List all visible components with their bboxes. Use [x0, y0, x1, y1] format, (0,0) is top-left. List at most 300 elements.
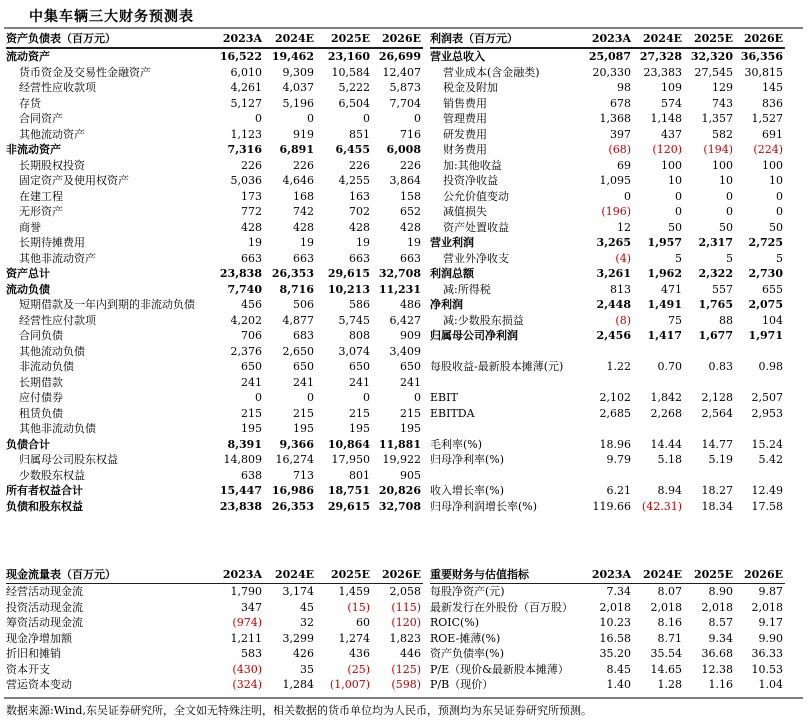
row-label: 减值损失: [443, 205, 487, 218]
row-label: 合同资产: [19, 112, 63, 125]
value-cell: 3,074: [338, 344, 370, 358]
valuation-metrics-table: [430, 566, 785, 693]
year-header: 2024E: [264, 566, 316, 584]
value-cell: 145: [762, 81, 783, 94]
value-cell: 27,328: [639, 50, 682, 63]
row-label: 其他流动负债: [19, 344, 85, 358]
row-label: 合同负债: [19, 329, 63, 342]
value-cell: 6,010: [230, 65, 262, 79]
value-cell: 8,391: [227, 437, 262, 451]
value-cell: 8.90: [708, 585, 733, 598]
value-cell: 0: [776, 205, 783, 218]
row-label: 其他流动资产: [19, 127, 85, 141]
value-cell: 8.16: [657, 616, 682, 629]
value-cell: [684, 468, 735, 484]
value-cell: 6,427: [389, 313, 421, 327]
value-cell: 6,455: [335, 143, 370, 156]
value-cell: 1,527: [751, 112, 783, 125]
value-cell: 26,353: [271, 267, 314, 280]
table-row: [430, 142, 785, 158]
table-row: [6, 468, 423, 484]
table-row: [430, 220, 785, 236]
value-cell: 23,160: [327, 50, 370, 63]
year-header: 2024E: [633, 30, 684, 48]
table-row: [6, 646, 423, 662]
value-cell: (42.31): [641, 499, 682, 513]
row-label: 减:少数股东损益: [443, 313, 524, 327]
table-row: [6, 600, 423, 616]
value-cell: (194): [703, 143, 733, 156]
value-cell: 10: [769, 174, 783, 187]
value-cell: 5,036: [230, 174, 262, 187]
value-cell: 8.07: [657, 585, 682, 598]
table-row: [430, 631, 785, 647]
row-label: EBIT: [430, 391, 458, 404]
value-cell: 3,409: [389, 344, 421, 358]
income-statement-table: [430, 30, 785, 514]
row-label: 财务费用: [443, 143, 487, 156]
table-row: [6, 421, 423, 437]
value-cell: 0: [363, 391, 370, 404]
value-cell: 678: [610, 96, 631, 110]
value-cell: 23,383: [643, 65, 682, 79]
row-label: 所有者权益合计: [6, 484, 83, 497]
value-cell: 1.22: [606, 360, 631, 373]
row-label: 折旧和摊销: [6, 647, 61, 660]
value-cell: 1,957: [647, 236, 682, 249]
value-cell: 16.58: [599, 631, 631, 645]
value-cell: 436: [349, 647, 370, 660]
table-row: [6, 220, 423, 236]
value-cell: 0: [414, 112, 421, 125]
year-header: 2026E: [735, 566, 785, 584]
year-header: 2023A: [213, 30, 264, 48]
value-cell: 60: [356, 616, 370, 629]
value-cell: 8.71: [657, 631, 682, 645]
table-row: [430, 468, 785, 484]
value-cell: 1,368: [599, 112, 631, 125]
row-label: 营运资本变动: [6, 678, 72, 691]
value-cell: 9.87: [758, 585, 783, 598]
value-cell: (25): [347, 662, 370, 676]
value-cell: 69: [617, 158, 631, 172]
value-cell: 716: [400, 127, 421, 141]
value-cell: 1,459: [338, 585, 370, 598]
table-row: [430, 452, 785, 468]
value-cell: (115): [391, 600, 421, 614]
value-cell: 426: [293, 647, 314, 660]
balance-sheet-table: [6, 30, 423, 514]
table-row: [6, 65, 423, 81]
row-label: 现金净增加额: [6, 631, 72, 645]
value-cell: (196): [601, 205, 631, 218]
table-row: [430, 328, 785, 344]
value-cell: 2,456: [596, 329, 631, 342]
table-header-row: [6, 30, 423, 48]
row-label: 归属母公司净利润: [430, 329, 518, 342]
row-label: 每股净资产(元): [430, 585, 505, 598]
table-row: [430, 437, 785, 453]
value-cell: 32: [300, 616, 314, 629]
table-row: [6, 189, 423, 205]
value-cell: 702: [349, 205, 370, 218]
value-cell: 1,123: [230, 127, 262, 141]
row-label: 应付债券: [19, 391, 63, 404]
value-cell: 50: [719, 220, 733, 234]
value-cell: 241: [293, 375, 314, 389]
value-cell: 35: [300, 662, 314, 676]
value-cell: 50: [668, 220, 682, 234]
data-source-note: 数据来源:Wind,东吴证券研究所，全文如无特殊注明，相关数据的货币单位均为人民币，预测均为东吴证券研究所预测。: [6, 704, 592, 717]
value-cell: 26,353: [271, 499, 314, 513]
value-cell: 5.19: [708, 453, 733, 466]
value-cell: 6,008: [386, 143, 421, 156]
table-row: [6, 127, 423, 143]
value-cell: 456: [241, 298, 262, 311]
value-cell: 652: [400, 205, 421, 218]
value-cell: 6,504: [338, 96, 370, 110]
row-label: P/E（现价&最新股本摊薄）: [430, 662, 569, 676]
value-cell: 215: [400, 406, 421, 420]
value-cell: 638: [241, 468, 262, 482]
table-row: [6, 662, 423, 678]
value-cell: 241: [349, 375, 370, 389]
value-cell: 100: [762, 158, 783, 172]
value-cell: 347: [241, 600, 262, 614]
value-cell: 663: [241, 251, 262, 265]
value-cell: 1,274: [338, 631, 370, 645]
value-cell: 7,704: [389, 96, 421, 110]
row-label: 负债和股东权益: [6, 499, 83, 513]
row-label: 毛利率(%): [430, 437, 483, 451]
row-label: 租赁负债: [19, 406, 63, 420]
value-cell: 18.96: [599, 437, 631, 451]
row-label: 经营性应付款项: [19, 313, 96, 327]
table-title: 资产负债表（百万元）: [6, 30, 213, 48]
table-row: [430, 406, 785, 422]
table-row: [430, 204, 785, 220]
value-cell: 17,950: [331, 453, 370, 466]
table-row: [6, 142, 423, 158]
table-title: 利润表（百万元）: [430, 30, 580, 48]
row-label: EBITDA: [430, 406, 475, 420]
value-cell: 4,261: [230, 81, 262, 94]
value-cell: 20,330: [592, 65, 631, 79]
row-label: 经营性应收款项: [19, 81, 96, 94]
value-cell: 0.70: [657, 360, 682, 373]
table-row: [6, 96, 423, 112]
row-label: 营业外净收支: [443, 251, 509, 265]
value-cell: 25,087: [588, 50, 631, 63]
value-cell: 2,564: [701, 406, 733, 420]
value-cell: 742: [293, 205, 314, 218]
value-cell: 2,448: [596, 298, 631, 311]
value-cell: 909: [400, 329, 421, 342]
table-row: [6, 677, 423, 693]
value-cell: 2,730: [748, 267, 783, 280]
value-cell: 446: [400, 647, 421, 660]
row-label: 归母净利润增长率(%): [430, 499, 538, 513]
value-cell: 9,366: [279, 437, 314, 451]
value-cell: [633, 421, 684, 437]
table-title: 现金流量表（百万元）: [6, 566, 213, 584]
value-cell: 7,740: [227, 282, 262, 296]
value-cell: 428: [293, 220, 314, 234]
value-cell: 663: [349, 251, 370, 265]
value-cell: 12.49: [751, 484, 783, 497]
value-cell: 9.17: [758, 616, 783, 629]
table-row: [430, 662, 785, 678]
table-row: [430, 189, 785, 205]
value-cell: 813: [610, 282, 631, 296]
value-cell: 2,018: [650, 600, 682, 614]
value-cell: 2,376: [230, 344, 262, 358]
value-cell: 0: [776, 189, 783, 203]
value-cell: [580, 375, 633, 391]
row-label: 存货: [19, 96, 41, 110]
value-cell: 9,309: [282, 65, 314, 79]
year-header: 2025E: [684, 30, 735, 48]
value-cell: 6,891: [279, 143, 314, 156]
value-cell: 1.04: [758, 678, 783, 691]
value-cell: 3,174: [282, 585, 314, 598]
row-label: 非流动负债: [19, 360, 74, 373]
row-label: 经营活动现金流: [6, 585, 83, 598]
year-header: 2025E: [316, 30, 372, 48]
value-cell: 11,231: [378, 282, 421, 296]
row-label: [430, 468, 580, 484]
row-label: 长期待摊费用: [19, 236, 85, 249]
value-cell: 27,545: [694, 65, 733, 79]
value-cell: 5,222: [338, 81, 370, 94]
value-cell: 1,491: [647, 298, 682, 311]
value-cell: 1,284: [282, 678, 314, 691]
table-row: [6, 631, 423, 647]
row-label: 货币资金及交易性金融资产: [19, 65, 151, 79]
value-cell: 1,962: [647, 267, 682, 280]
value-cell: 2,102: [599, 391, 631, 404]
row-label: 流动资产: [6, 50, 50, 63]
row-label: 非流动资产: [6, 143, 61, 156]
value-cell: 5,127: [230, 96, 262, 110]
row-label: P/B（现价）: [430, 678, 494, 691]
value-cell: 2,128: [701, 391, 733, 404]
table-row: [430, 111, 785, 127]
row-label: 归属母公司股东权益: [19, 453, 118, 466]
value-cell: 1,971: [748, 329, 783, 342]
table-row: [430, 313, 785, 329]
value-cell: 1,677: [698, 329, 733, 342]
table-header-row: [430, 30, 785, 48]
value-cell: 919: [293, 127, 314, 141]
value-cell: 650: [293, 360, 314, 373]
value-cell: 45: [300, 600, 314, 614]
value-cell: 98: [617, 81, 631, 94]
table-row: [6, 584, 423, 600]
value-cell: 10,584: [331, 65, 370, 79]
year-header: 2025E: [316, 566, 372, 584]
value-cell: (1,007): [329, 678, 370, 691]
value-cell: 14.77: [701, 437, 733, 451]
row-label: 净利润: [430, 298, 463, 311]
value-cell: [684, 421, 735, 437]
value-cell: 683: [293, 329, 314, 342]
value-cell: 1,357: [701, 112, 733, 125]
value-cell: 18.27: [701, 484, 733, 497]
value-cell: 4,877: [282, 313, 314, 327]
value-cell: (974): [232, 616, 262, 629]
value-cell: 0: [414, 391, 421, 404]
value-cell: 1,211: [230, 631, 262, 645]
value-cell: 4,255: [338, 174, 370, 187]
value-cell: 772: [241, 205, 262, 218]
row-label: 资本开支: [6, 662, 50, 676]
value-cell: 119.66: [592, 499, 631, 513]
table-row: [6, 111, 423, 127]
value-cell: 129: [712, 81, 733, 94]
table-row: [430, 615, 785, 631]
value-cell: 3,864: [389, 174, 421, 187]
value-cell: 17.58: [751, 499, 783, 513]
value-cell: 8.45: [606, 662, 631, 676]
table-row: [6, 452, 423, 468]
row-label: 加:其他收益: [443, 158, 502, 172]
row-label: 资产负债率(%): [430, 647, 505, 660]
value-cell: 437: [661, 127, 682, 141]
value-cell: 10.23: [599, 616, 631, 629]
value-cell: 2,268: [650, 406, 682, 420]
value-cell: 0: [675, 205, 682, 218]
value-cell: 36,356: [740, 50, 783, 63]
value-cell: 1,823: [389, 631, 421, 645]
value-cell: [735, 344, 785, 360]
value-cell: 1,148: [650, 112, 682, 125]
value-cell: 743: [712, 96, 733, 110]
table-row: [6, 359, 423, 375]
value-cell: 23,838: [219, 499, 262, 513]
value-cell: 0: [255, 112, 262, 125]
value-cell: 2,507: [751, 391, 783, 404]
row-label: 流动负债: [6, 282, 50, 296]
value-cell: 109: [661, 81, 682, 94]
value-cell: 471: [661, 282, 682, 296]
value-cell: 8,716: [279, 282, 314, 296]
row-label: 资产处置收益: [443, 220, 509, 234]
row-label: 其他非流动负债: [19, 422, 96, 435]
value-cell: 8.94: [657, 484, 682, 497]
row-label: [430, 421, 580, 437]
value-cell: 215: [293, 406, 314, 420]
value-cell: 18.34: [701, 499, 733, 513]
table-row: [6, 282, 423, 298]
value-cell: 88: [719, 313, 733, 327]
value-cell: 32,708: [378, 267, 421, 280]
value-cell: 0: [255, 391, 262, 404]
value-cell: 582: [712, 127, 733, 141]
value-cell: 16,274: [275, 453, 314, 466]
value-cell: 215: [349, 406, 370, 420]
value-cell: (430): [232, 662, 262, 676]
row-label: 无形资产: [19, 205, 63, 218]
table-header-row: [6, 566, 423, 584]
value-cell: 9.90: [758, 631, 783, 645]
row-label: 筹资活动现金流: [6, 616, 83, 629]
value-cell: 19,462: [271, 50, 314, 63]
value-cell: 215: [241, 406, 262, 420]
value-cell: [735, 421, 785, 437]
table-row: [6, 390, 423, 406]
value-cell: 26,699: [378, 50, 421, 63]
value-cell: 15.24: [751, 437, 783, 451]
value-cell: 0.98: [758, 360, 783, 373]
value-cell: 3,299: [282, 631, 314, 645]
table-row: [430, 600, 785, 616]
table-row: [6, 375, 423, 391]
value-cell: 12.38: [701, 662, 733, 676]
value-cell: [633, 344, 684, 360]
table-header-row: [430, 566, 785, 584]
table-row: [430, 65, 785, 81]
row-label: 营业利润: [430, 236, 474, 249]
value-cell: 10.53: [751, 662, 783, 676]
table-row: [6, 437, 423, 453]
table-row: [430, 483, 785, 499]
value-cell: (125): [391, 662, 421, 676]
value-cell: [633, 375, 684, 391]
value-cell: 19: [356, 236, 370, 249]
row-label: 营业总收入: [430, 50, 485, 63]
value-cell: [580, 421, 633, 437]
value-cell: 2,058: [389, 585, 421, 598]
row-label: 每股收益-最新股本摊薄(元): [430, 360, 564, 373]
row-label: 税金及附加: [443, 81, 498, 94]
value-cell: 173: [241, 189, 262, 203]
table-title: 重要财务与估值指标: [430, 566, 580, 584]
table-row: [6, 235, 423, 251]
year-header: 2024E: [633, 566, 684, 584]
value-cell: [580, 468, 633, 484]
value-cell: 16,522: [219, 50, 262, 63]
value-cell: 650: [349, 360, 370, 373]
value-cell: 50: [769, 220, 783, 234]
value-cell: 650: [241, 360, 262, 373]
row-label: 利润总额: [430, 267, 474, 280]
value-cell: 586: [349, 298, 370, 311]
value-cell: [633, 468, 684, 484]
value-cell: 2,018: [751, 600, 783, 614]
row-label: ROE-摊薄(%): [430, 631, 501, 645]
table-row: [430, 646, 785, 662]
value-cell: 195: [241, 422, 262, 435]
table-row: [430, 359, 785, 375]
value-cell: (8): [615, 313, 631, 327]
value-cell: 557: [712, 282, 733, 296]
value-cell: (120): [652, 143, 682, 156]
value-cell: 19,922: [382, 453, 421, 466]
row-label: 公允价值变动: [443, 189, 509, 203]
value-cell: 241: [241, 375, 262, 389]
row-label: 在建工程: [19, 189, 63, 203]
value-cell: 1,417: [647, 329, 682, 342]
table-row: [6, 266, 423, 282]
row-label: 资产总计: [6, 267, 50, 280]
table-row: [430, 96, 785, 112]
year-header: 2026E: [372, 30, 423, 48]
row-label: 减:所得税: [443, 282, 491, 296]
value-cell: 195: [400, 422, 421, 435]
value-cell: 808: [349, 329, 370, 342]
value-cell: 1.16: [708, 678, 733, 691]
